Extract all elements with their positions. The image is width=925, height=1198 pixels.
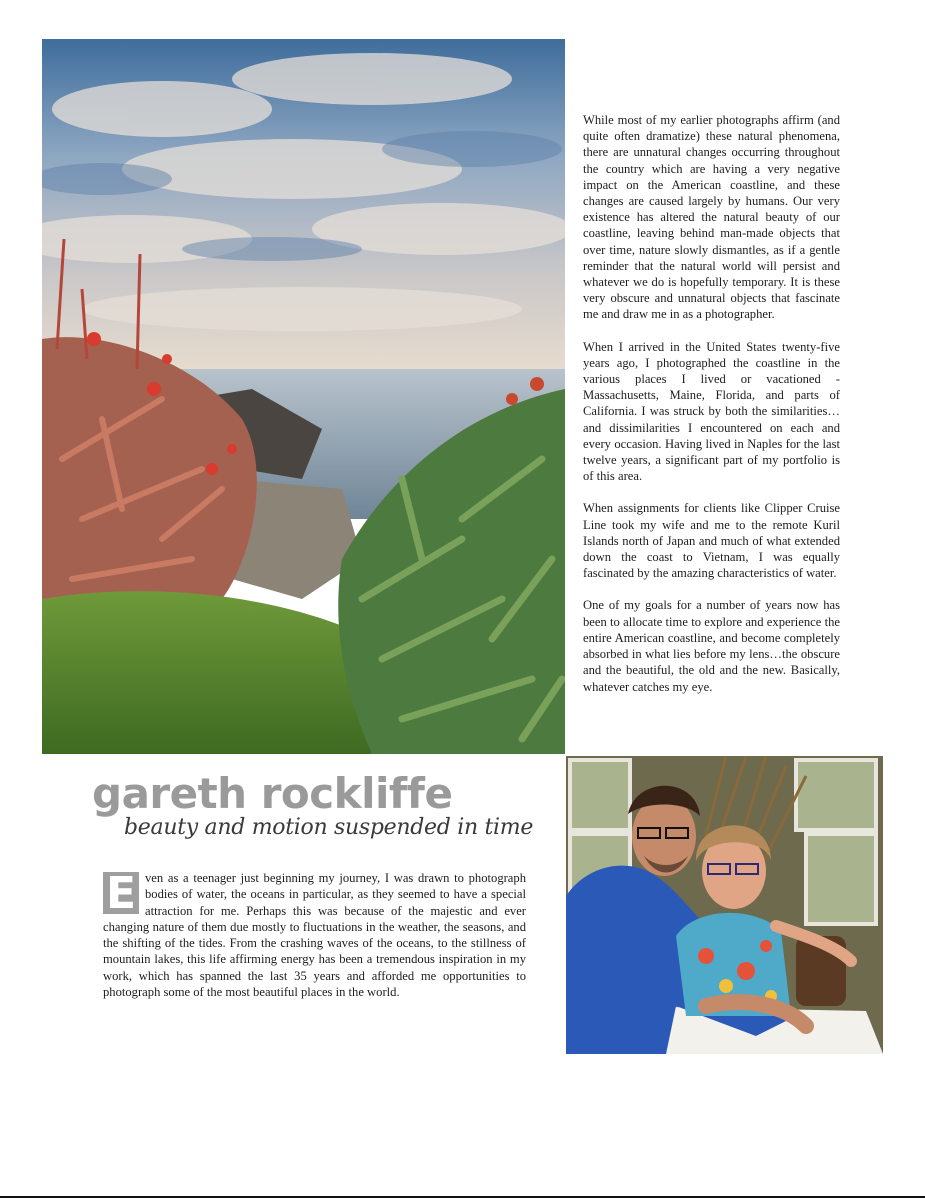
body-paragraph-1: While most of my earlier photographs affirm (and quite often dramatize) these natural phenomena, there are unnatural changes occurring throughout the country which are having a very negative impact on the American coastline, and these changes are caused largely by humans. Our very existence has altered the natural beauty of our coastline, leaving behind man-made objects that over time, nature slowly dismantles, as if a gentle reminder that the natural world will persist and whatever we do is hopefully temporary. It is these very obscure and unnatural objects that fascinate me and draw me in as a photographer. (583, 113, 840, 322)
body-paragraph-3: When assignments for clients like Clipper Cruise Line took my wife and me to the remote Kuril Islands north of Japan and much of what extended down the coast to Vietnam, I was equally fascinated by the amazing characteristics of water. (583, 501, 840, 581)
drop-cap: E (103, 872, 139, 914)
article-title: gareth rockliffe (92, 769, 453, 818)
body-paragraph-2: When I arrived in the United States twenty-five years ago, I photographed the coastline in the various places I lived or vacationed - Massachusetts, Maine, Florida, and parts of California. I was struck by both the similarities… and dissimilarities I encountered on each and every occasion. Having lived in Naples for the last twelve years, a significant part of my portfolio is of this area. (583, 339, 840, 484)
intro-paragraph (103, 870, 526, 1000)
portrait-photo (566, 756, 883, 1054)
intro-text: ven as a teenager just beginning my journey, I was drawn to photograph bodies of water, the oceans in particular, as they seemed to have a special attraction for me. Perhaps this was because of the majestic and ever changing nature of them due mostly to fluctuations in the weather, the seasons, and the shifting of the tides. From the crashing waves of the oceans, to the stillness of mountain lakes, this life affirming energy has been a tremendous inspiration in my work, which has spanned the last 35 years and afforded me opportunities to photograph some of the most beautiful places in the world. (103, 871, 526, 1000)
article-body-right-column (583, 112, 840, 711)
coastline-photo (42, 39, 565, 754)
article-subtitle: beauty and motion suspended in time (124, 815, 534, 840)
body-paragraph-4: One of my goals for a number of years now has been to allocate time to explore and experience the entire American coastline, and become completely absorbed in what lies before my lens…the obscure and the beautiful, the old and the new. Basically, whatever catches my eye. (583, 598, 840, 694)
